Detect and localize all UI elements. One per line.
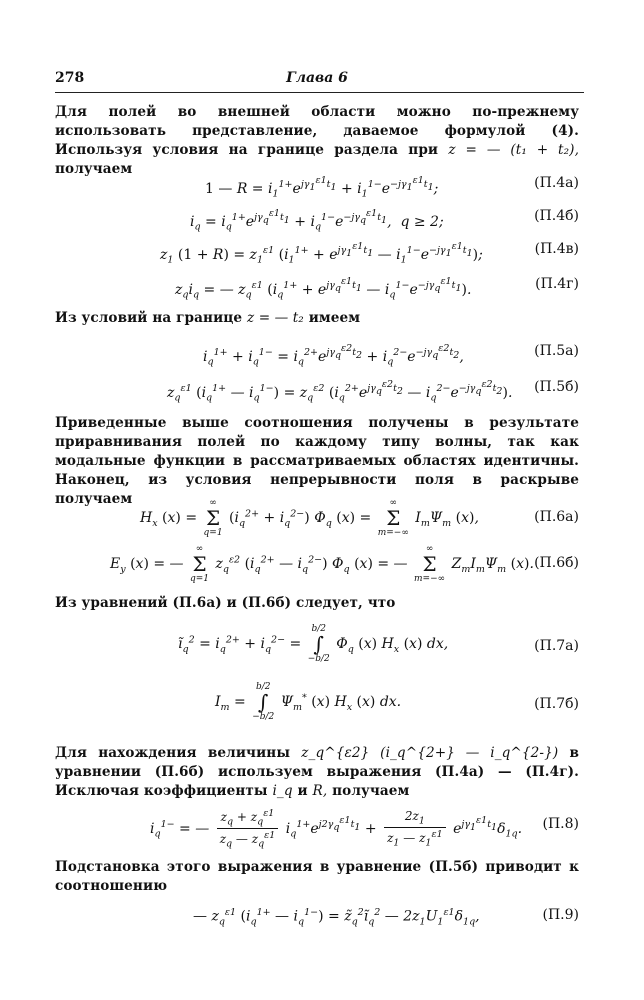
equation-5a <box>55 338 579 368</box>
paragraph-text: и <box>297 783 308 799</box>
equation-body: $z_qi_q$ = — $z_q^{\varepsilon 1}$ ($i_q^{1+} + e^{j\gamma_q^{\varepsilon 1}t_1}$ — $i_q^{1-}e^{-j\gamma_q^{\varepsilon 1}t_1}$). <box>175 276 472 301</box>
equation-number: (П.4б) <box>534 208 579 224</box>
equation-body: $E_y$ (x) = — ∞ Σ q=1 $z_q^{\varepsilon 2}$ ($i_q^{2+}$ — $i_q^{2-}$) $\Phi_q$ (x) = — ∞ Σ m=−∞ $Z_mI_m\Psi_m$ (x). <box>110 544 534 584</box>
header-rule <box>55 92 584 93</box>
equation-number: (П.6б) <box>534 555 579 571</box>
equation-body: $i_q^{1-}$ = — $\frac{z_q + z_q^{\varepsilon 1}}{z_q — z_q^{\varepsilon 1}}$ $i_q^{1+}e^{j2\gamma_q^{\varepsilon 1}t_1}$ + $\frac{2z_1}{z_1 — z_1^{\varepsilon 1}}$ $e^{j\gamma_1^{\varepsilon 1}t_1}\delta_{1q}$. <box>150 808 523 850</box>
equation-7a <box>55 618 579 672</box>
equation-4b <box>55 203 579 233</box>
equation-6b <box>55 540 579 584</box>
paragraph-text: Из условий на границе <box>55 310 243 326</box>
equation-9 <box>55 902 579 932</box>
page-number: 278 <box>55 70 85 86</box>
paragraph-text: получаем <box>55 161 133 177</box>
paragraph-text: имеем <box>308 310 361 326</box>
inline-math: z = — (t₁ + t₂), <box>448 142 579 158</box>
equation-4a <box>55 170 579 200</box>
equation-number: (П.8) <box>542 816 579 832</box>
paragraph-text: получаем <box>332 783 410 799</box>
paragraph-1 <box>55 103 579 179</box>
inline-math: i_q <box>272 783 293 799</box>
equation-body: $I_m = b/2$ ∫ −b/2 $\Psi_m^*$ (x) $H_x$ (x) dx. <box>215 682 402 722</box>
equation-body: $i_q = i_q^{1+}e^{j\gamma_q^{\varepsilon 1}t_1} + i_q^{1-}e^{-j\gamma_q^{\varepsilon 1}t_1}$, q ≥ 2; <box>190 208 444 233</box>
paragraph-text: Для нахождения величины <box>55 745 291 761</box>
equation-4v <box>55 236 579 266</box>
equation-number: (П.9) <box>542 907 579 923</box>
paragraph-text: Приведенные выше соотношения получены в результате приравнивания полей по каждому типу волны, так как модальные функции в рассматриваемых областях идентичны. Наконец, из условия непрерывности поля в раскрыве получаем <box>55 415 579 507</box>
inline-math: z_q^{ε2} (i_q^{2+} — i_q^{2-}) <box>301 745 559 761</box>
equation-4g <box>55 271 579 301</box>
equation-body: $i_q^{1+} + i_q^{1-} = i_q^{2+}e^{j\gamma_q^{\varepsilon 2}t_2} + i_q^{2-}e^{-j\gamma_q^{\varepsilon 2}t_2}$, <box>203 343 464 368</box>
inline-math: R, <box>312 783 328 799</box>
equation-body: $ĩ_q^2 = i_q^{2+} + i_q^{2-} = b/2$ ∫ −b/2 $\Phi_q$ (x) $H_x$ (x) dx, <box>178 624 449 664</box>
paragraph-2 <box>55 309 579 328</box>
equation-number: (П.7а) <box>534 638 579 654</box>
equation-number: (П.7б) <box>534 696 579 712</box>
paragraph-text: Подстановка этого выражения в уравнение (П.5б) приводит к соотношению <box>55 859 579 894</box>
equation-number: (П.5а) <box>534 343 579 359</box>
equation-body: 1 — $R = i_1^{1+}e^{j\gamma_1^{\varepsilon 1}t_1} + i_1^{1-}e^{-j\gamma_1^{\varepsilon 1}t_1}$; <box>205 175 439 200</box>
equation-number: (П.5б) <box>534 379 579 395</box>
equation-6a <box>55 494 579 538</box>
equation-body: $z_1$ $(1 + R) = z_1^{\varepsilon 1}$ ($i_1^{1+} + e^{j\gamma_1^{\varepsilon 1}t_1}$ — $i_1^{1-}e^{-j\gamma_1^{\varepsilon 1}t_1}$); <box>160 241 483 266</box>
chapter-title: Глава 6 <box>286 70 348 86</box>
paragraph-text: Из уравнений (П.6а) и (П.6б) следует, что <box>55 595 396 611</box>
inline-math: z = — t₂ <box>247 310 304 326</box>
equation-number: (П.6а) <box>534 509 579 525</box>
equation-8 <box>55 800 579 850</box>
page-header <box>55 70 579 90</box>
equation-body: $z_q^{\varepsilon 1}$ ($i_q^{1+}$ — $i_q^{1-}) = z_q^{\varepsilon 2}$ ($i_q^{2+}e^{j\gamma_q^{\varepsilon 2}t_2}$ — $i_q^{2-}e^{-j\gamma_q^{\varepsilon 2}t_2}$). <box>167 379 513 404</box>
equation-number: (П.4г) <box>535 276 579 292</box>
equation-body: — $z_q^{\varepsilon 1}$ ($i_q^{1+}$ — $i_q^{1-}$) = $z̃_q^2ĩ_q^2$ — $2z_1U_1^{\varepsilon 1}\delta_{1q}$, <box>193 907 480 928</box>
equation-body: $H_x$ (x) = ∞ Σ q=1 $(i_q^{2+} + i_q^{2-})$ $\Phi_q$ (x) = ∞ Σ m=−∞ $I_m\Psi_m$ (x), <box>140 498 479 538</box>
paragraph-4 <box>55 594 579 613</box>
equation-7b <box>55 676 579 730</box>
equation-5b <box>55 374 579 404</box>
paragraph-text: в уравнении (П.6б) используем выражения (П.4а) — (П.4г). Исключая коэффициенты <box>55 745 579 799</box>
paragraph-5 <box>55 744 579 801</box>
equation-number: (П.4а) <box>534 175 579 191</box>
equation-number: (П.4в) <box>534 241 579 257</box>
paragraph-text: Для полей во внешней области можно по-прежнему использовать представление, даваемое формулой (4). Используя условия на границе раздела при <box>55 104 579 158</box>
paragraph-6 <box>55 858 579 896</box>
